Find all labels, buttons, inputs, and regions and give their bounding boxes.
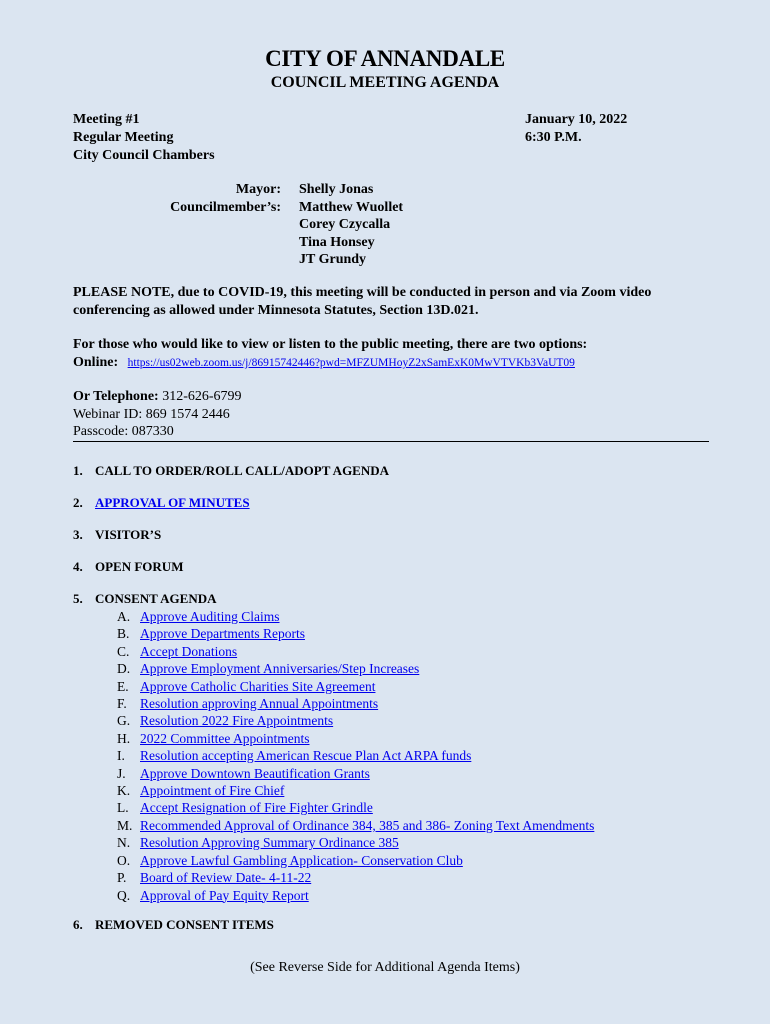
mayor-label: Mayor: [235,182,281,197]
list-item [117,643,594,660]
list-item [117,747,594,764]
agenda-item-consent-agenda [73,590,216,608]
list-item [117,695,594,712]
telephone-info [73,388,242,441]
item-letter: M. [117,817,133,833]
item-letter: O. [117,852,131,868]
consent-item-link[interactable]: Approve Catholic Charities Site Agreement [140,678,376,694]
council-names [299,181,403,269]
item-letter: G. [117,713,131,729]
online-label: Online: [73,355,119,370]
item-number: 6. [73,917,83,932]
item-letter: Q. [117,887,131,903]
consent-items-list [117,608,594,904]
item-number: 2. [73,495,83,510]
item-letter: H. [117,730,131,746]
item-number: 4. [73,559,83,574]
agenda-item-visitors [73,526,161,544]
item-label: CALL TO ORDER/ROLL CALL/ADOPT AGENDA [95,463,390,478]
online-row [73,354,575,372]
telephone-number: 312-626-6799 [162,389,242,404]
item-number: 1. [73,463,83,478]
item-letter: B. [117,626,130,642]
item-letter: K. [117,783,131,799]
meeting-time: 6:30 P.M. [525,130,582,145]
zoom-link[interactable]: https://us02web.zoom.us/j/86915742446?pwd=MFZUMHoyZ2xSamExK0MwVTVKb3VaUT09 [127,357,575,369]
list-item [117,782,594,799]
council-name: Tina Honsey [299,234,375,250]
consent-item-link[interactable]: Board of Review Date- 4-11-22 [140,870,312,886]
telephone-row [73,388,242,406]
item-letter: L. [117,800,129,816]
passcode: Passcode: 087330 [73,424,174,439]
consent-item-link[interactable]: Resolution 2022 Fire Appointments [140,713,334,729]
consent-item-link[interactable]: Appointment of Fire Chief [140,783,285,799]
item-letter: F. [117,696,127,712]
consent-item-link[interactable]: Accept Resignation of Fire Fighter Grindle [140,800,373,816]
consent-item-link[interactable]: Approval of Pay Equity Report [140,887,309,903]
agenda-item-open-forum [73,558,183,576]
list-item [117,887,594,904]
agenda-item-approval-of-minutes [73,494,250,512]
list-item [117,765,594,782]
council-name: JT Grundy [299,252,367,267]
item-label: OPEN FORUM [95,559,184,574]
covid-note: PLEASE NOTE, due to COVID-19, this meeting will be conducted in person and via Zoom video conferencing as allowed under Minnesota Statutes, Section 13D.021. [73,285,652,318]
council-name: Matthew Wuollet [299,199,404,215]
item-letter: C. [117,643,130,659]
reverse-side-note: (See Reverse Side for Additional Agenda Items) [250,960,520,975]
item-label: REMOVED CONSENT ITEMS [95,917,274,932]
list-item [117,625,594,642]
consent-item-link[interactable]: Accept Donations [140,643,238,659]
council-name: Shelly Jonas [299,182,374,197]
consent-item-link[interactable]: 2022 Committee Appointments [140,730,310,746]
list-item [117,678,594,695]
item-letter: A. [117,609,131,624]
item-number: 3. [73,527,83,542]
consent-item-link[interactable]: Resolution accepting American Rescue Plan Act ARPA funds [140,748,472,764]
item-letter: I. [117,748,125,764]
councilmembers-label: Councilmember’s: [170,200,281,215]
list-item [117,799,594,816]
item-label: CONSENT AGENDA [95,591,217,606]
agenda-item-call-to-order [73,462,389,480]
page-title: CITY OF ANNANDALE [265,46,505,71]
meeting-info [73,111,215,165]
item-label: VISITOR’S [95,527,162,542]
list-item [117,730,594,747]
list-item [117,852,594,869]
consent-item-link[interactable]: Approve Auditing Claims [140,609,280,624]
item-letter: P. [117,870,127,886]
meeting-datetime [525,111,627,147]
item-letter: N. [117,835,131,851]
list-item [117,869,594,886]
council-labels [100,181,281,217]
list-item [117,608,594,625]
list-item [117,817,594,834]
telephone-label: Or Telephone: [73,389,159,404]
consent-item-link[interactable]: Approve Downtown Beautification Grants [140,765,370,781]
item-letter: D. [117,661,131,677]
approval-of-minutes-link[interactable]: APPROVAL OF MINUTES [95,495,250,510]
list-item [117,712,594,729]
meeting-location: City Council Chambers [73,148,215,163]
list-item [117,834,594,851]
list-item [117,660,594,677]
page-subtitle: COUNCIL MEETING AGENDA [270,74,500,91]
consent-item-link[interactable]: Resolution Approving Summary Ordinance 385 [140,835,399,851]
item-letter: J. [117,765,126,781]
consent-item-link[interactable]: Approve Employment Anniversaries/Step Increases [140,661,420,677]
divider [73,441,709,442]
consent-item-link[interactable]: Approve Lawful Gambling Application- Conservation Club [140,852,463,868]
council-name: Corey Czycalla [299,217,391,232]
item-letter: E. [117,678,129,694]
consent-item-link[interactable]: Resolution approving Annual Appointments [140,696,379,712]
meeting-number: Meeting #1 [73,112,140,127]
meeting-type: Regular Meeting [73,130,174,145]
consent-item-link[interactable]: Approve Departments Reports [140,626,305,642]
viewing-options-text: For those who would like to view or listen to the public meeting, there are two options: [73,337,588,352]
webinar-id: Webinar ID: 869 1574 2446 [73,406,230,422]
agenda-item-removed-consent-items [73,916,274,934]
meeting-date: January 10, 2022 [525,112,628,127]
consent-item-link[interactable]: Recommended Approval of Ordinance 384, 385 and 386- Zoning Text Amendments [140,817,595,833]
item-number: 5. [73,591,83,606]
